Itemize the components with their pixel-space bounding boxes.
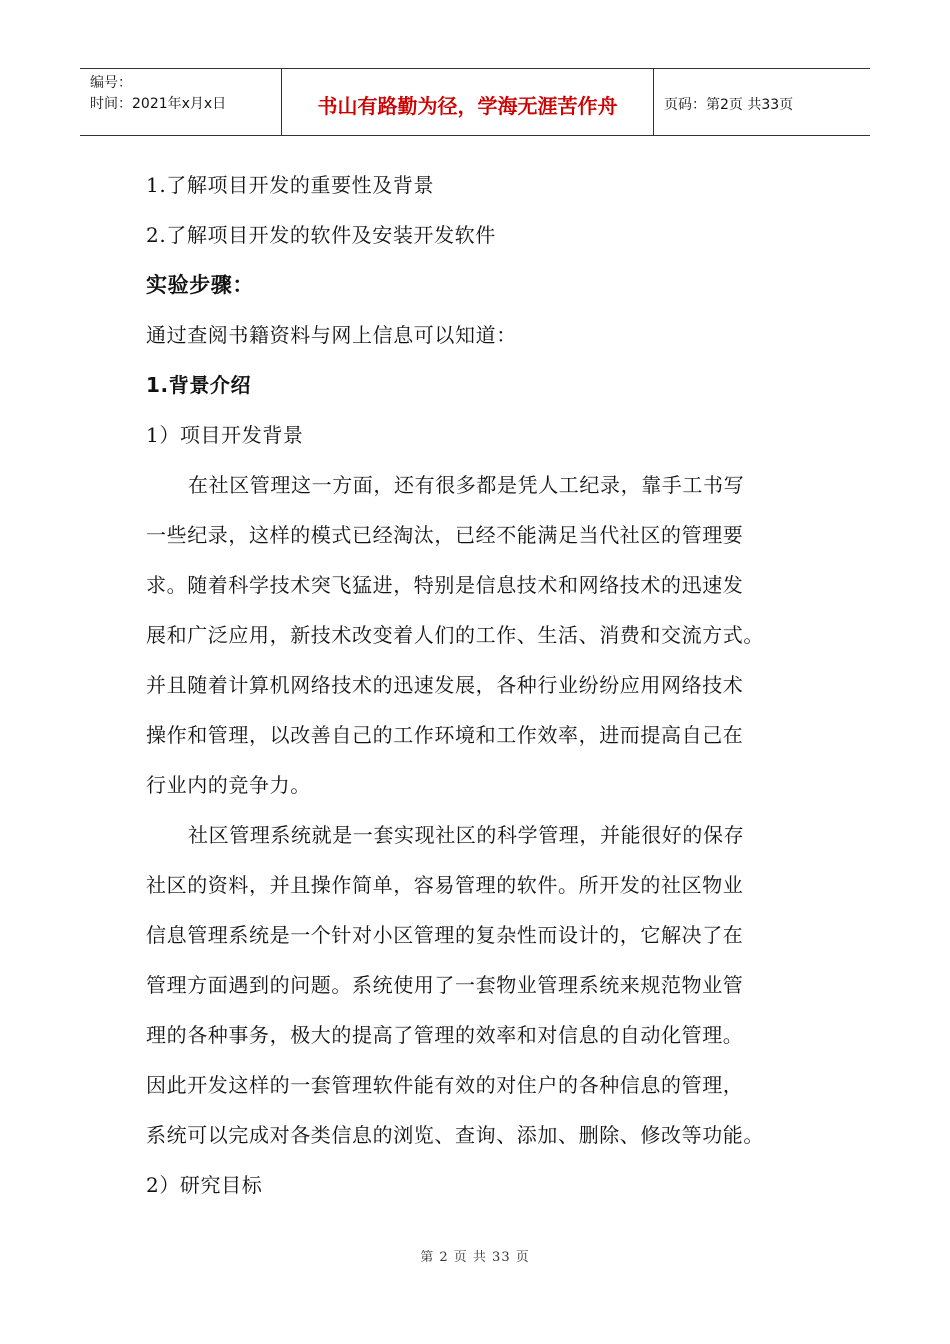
header-meta (80, 69, 282, 135)
paragraph-line: 管理方面遇到的问题。系统使用了一套物业管理系统来规范物业管 (146, 973, 744, 997)
paragraph-line: 社区的资料，并且操作简单，容易管理的软件。所开发的社区物业 (146, 873, 744, 897)
time-label: 时间：2021年x月x日 (90, 96, 227, 112)
goal-item-2: 2.了解项目开发的软件及安装开发软件 (146, 223, 496, 247)
paragraph-line: 在社区管理这一方面，还有很多都是凭人工纪录，靠手工书写 (188, 473, 745, 497)
paragraph-line: 行业内的竞争力。 (146, 773, 311, 797)
paragraph-line: 并且随着计算机网络技术的迅速发展，各种行业纷纷应用网络技术 (146, 673, 744, 697)
header-motto: 书山有路勤为径，学海无涯苦作舟 (282, 69, 654, 135)
paragraph-background (146, 460, 836, 810)
paragraph-line: 社区管理系统就是一套实现社区的科学管理，并能很好的保存 (188, 823, 745, 847)
paragraph-line: 信息管理系统是一个针对小区管理的复杂性而设计的，它解决了在 (146, 923, 744, 947)
page-footer: 第 2 页 共 33 页 (420, 1250, 530, 1265)
document-header (80, 68, 870, 136)
steps-heading: 实验步骤： (146, 273, 254, 297)
subheading-project-background: 1）项目开发背景 (146, 423, 304, 447)
header-page-info: 页码：第2页 共33页 (664, 97, 794, 113)
number-label: 编号： (90, 75, 132, 91)
paragraph-line: 一些纪录，这样的模式已经淘汰，已经不能满足当代社区的管理要 (146, 523, 744, 547)
subheading-research-goal: 2）研究目标 (146, 1173, 263, 1197)
paragraph-line: 因此开发这样的一套管理软件能有效的对住户的各种信息的管理， (146, 1073, 744, 1097)
paragraph-line: 理的各种事务，极大的提高了管理的效率和对信息的自动化管理。 (146, 1023, 744, 1047)
goal-item-1: 1.了解项目开发的重要性及背景 (146, 173, 435, 197)
document-body (146, 160, 836, 1210)
paragraph-line: 展和广泛应用，新技术改变着人们的工作、生活、消费和交流方式。 (146, 623, 764, 647)
paragraph-line: 操作和管理，以改善自己的工作环境和工作效率，进而提高自己在 (146, 723, 744, 747)
section-heading-background: 1.背景介绍 (146, 373, 252, 397)
intro-text: 通过查阅书籍资料与网上信息可以知道： (146, 323, 517, 347)
paragraph-line: 求。随着科学技术突飞猛进，特别是信息技术和网络技术的迅速发 (146, 573, 744, 597)
paragraph-line: 系统可以完成对各类信息的浏览、查询、添加、删除、修改等功能。 (146, 1123, 764, 1147)
paragraph-system-description (146, 810, 836, 1160)
